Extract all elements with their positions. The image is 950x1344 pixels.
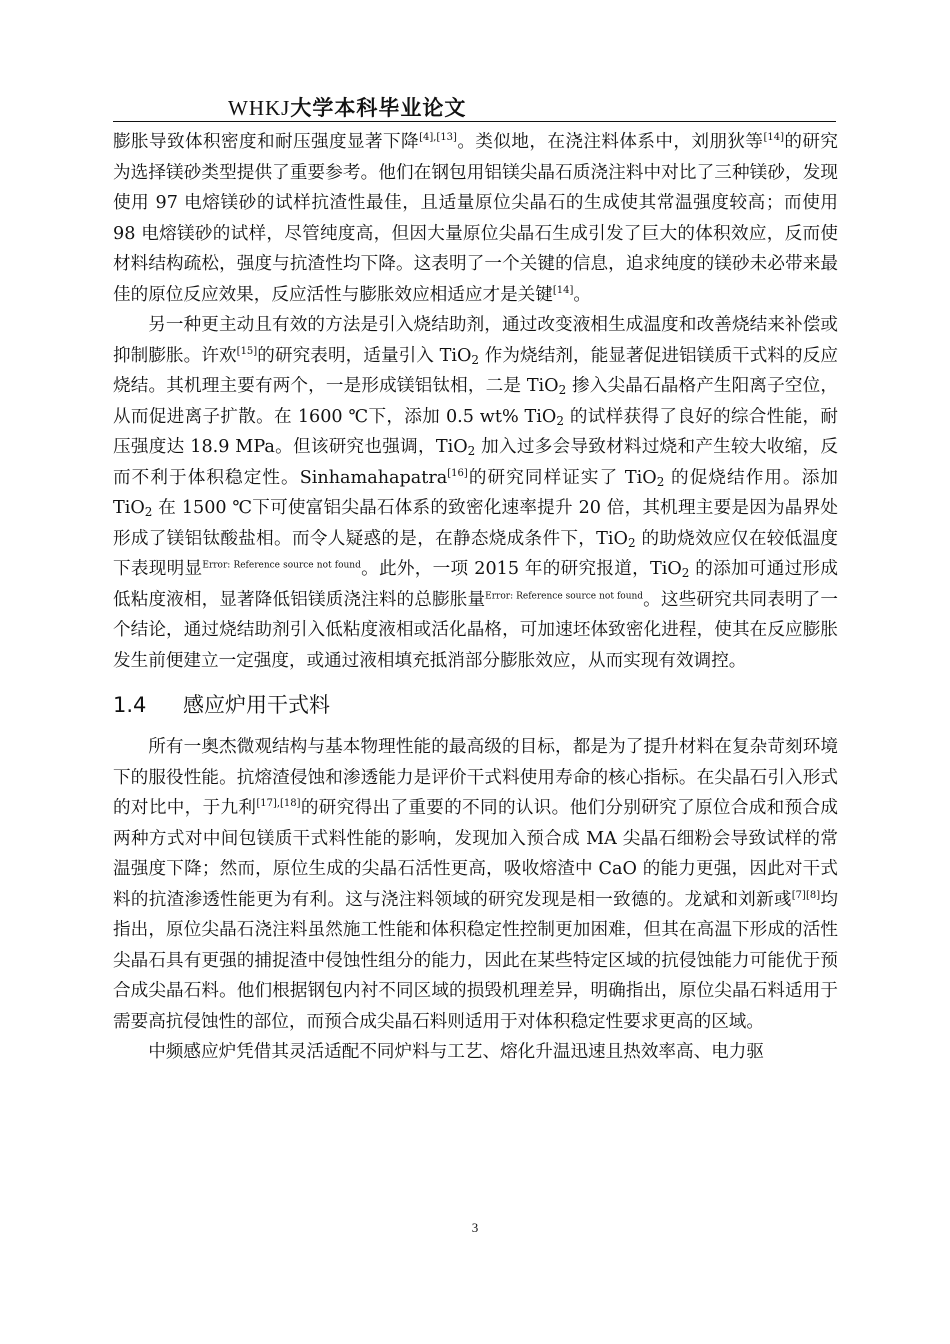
header-latin: WHKJ — [228, 96, 291, 120]
reference-error: Error: Reference source not found — [485, 591, 644, 602]
header-rule — [113, 121, 836, 122]
subscript: 2 — [144, 505, 153, 519]
reference-error: Error: Reference source not found — [202, 560, 361, 571]
section-heading — [113, 688, 838, 722]
subscript: 2 — [558, 383, 567, 397]
paragraph-4: 中频感应炉凭借其灵活适配不同炉料与工艺、熔化升温迅速且热效率高、电力驱 — [148, 1042, 764, 1062]
citation: [15] — [236, 345, 258, 357]
citation: [14] — [552, 284, 574, 296]
header-title: 大学本科毕业论文 — [290, 96, 467, 120]
page-header — [228, 92, 466, 122]
section-title: 感应炉用干式料 — [183, 693, 330, 717]
paragraph-1: 膨胀导致体积密度和耐压强度显著下降[4],[13]。类似地，在浇注料体系中，刘朋狄等[14]的研究为选择镁砂类型提供了重要参考。他们在钢包用铝镁尖晶石质浇注料中对比了三种镁砂，发现使用 97 电熔镁砂的试样抗渣性最佳，且适量原位尖晶石的生成使其常温强度较高；而使用 98 电熔镁砂的试样，尽管纯度高，但因大量原位尖晶石生成引发了巨大的体积效应，反而使材料结构疏松，强度与抗渣性均下降。这表明了一个关键的信息，追求纯度的镁砂未必带来最佳的原位反应效果，反应活性与膨胀效应相适应才是关键[14]。 — [113, 132, 838, 305]
subscript: 2 — [467, 444, 476, 458]
citation: [17],[18] — [256, 798, 301, 809]
subscript: 2 — [627, 535, 636, 550]
citation: [16] — [447, 467, 468, 479]
section-number: 1.4 — [113, 693, 147, 717]
citation: [7][8] — [791, 889, 821, 901]
subscript: 2 — [656, 474, 665, 489]
page-number: 3 — [471, 1220, 479, 1235]
citation: [4],[13] — [419, 132, 457, 143]
subscript: 2 — [471, 352, 480, 367]
paragraph-2: 另一种更主动且有效的方法是引入烧结助剂，通过改变液相生成温度和改善烧结来补偿或抑制膨胀。许欢[15]的研究表明，适量引入 TiO$_2$ 作为烧结剂，能显著促进铝镁质干式料的反应烧结。其机理主要有两个，一是形成镁铝钛相，二是 TiO$_2$ 掺入尖晶石晶格产生阳离子空位，从而促进离子扩散。在 1600 ℃下，添加 0.5 wt% TiO$_2$ 的试样获得了良好的综合性能，耐压强度达 18.9 MPa。但该研究也强调，TiO$_2$ 加入过多会导致材料过烧和产生较大收缩，反而不利于体积稳定性。Sinhamahapatra[16]的研究同样证实了 TiO$_2$ 的促烧结作用。添加 TiO$_2$ 在 1500 ℃下可使富铝尖晶石体系的致密化速率提升 20 倍，其机理主要是因为晶界处形成了镁铝钛酸盐相。而令人疑惑的是，在静态烧成条件下，TiO$_2$ 的助烧效应仅在较低温度下表现明显$^{Error: Reference source not found}$。此外，一项 2015 年的研究报道，TiO$_2$ 的添加可通过形成低粘度液相，显著降低铝镁质浇注料的总膨胀量$^{Error: Reference source not found}$。这些研究共同表明了一个结论，通过烧结助剂引入低粘度液相或活化晶格，可加速坯体致密化进程，使其在反应膨胀发生前便建立一定强度，或通过液相填充抵消部分膨胀效应，从而实现有效调控。 — [113, 315, 839, 671]
page-body — [113, 127, 838, 1068]
paragraph-3: 所有一奥杰微观结构与基本物理性能的最高级的目标，都是为了提升材料在复杂苛刻环境下的服役性能。抗熔渣侵蚀和渗透能力是评价干式料使用寿命的核心指标。在尖晶石引入形式的对比中，于九利[17],[18]的研究得出了重要的不同的认识。他们分别研究了原位合成和预合成两种方式对中间包镁质干式料性能的影响，发现加入预合成 MA 尖晶石细粉会导致试样的常温强度下降；然而，原位生成的尖晶石活性更高，吸收熔渣中 CaO 的能力更强，因此对干式料的抗渣渗透性能更为有利。这与浇注料领域的研究发现是相一致德的。龙斌和刘新彧[7][8]均指出，原位尖晶石浇注料虽然施工性能和体积稳定性控制更加困难，但其在高温下形成的活性尖晶石具有更强的捕捉渣中侵蚀性组分的能力，因此在某些特定区域的抗侵蚀能力可能优于预合成尖晶石料。他们根据钢包内衬不同区域的损毁机理差异，明确指出，原位尖晶石料适用于需要高抗侵蚀性的部位，而预合成尖晶石料则适用于对体积稳定性要求更高的区域。 — [113, 737, 838, 1032]
subscript: 2 — [681, 566, 690, 580]
citation: [14] — [763, 132, 784, 143]
subscript: 2 — [556, 413, 564, 428]
